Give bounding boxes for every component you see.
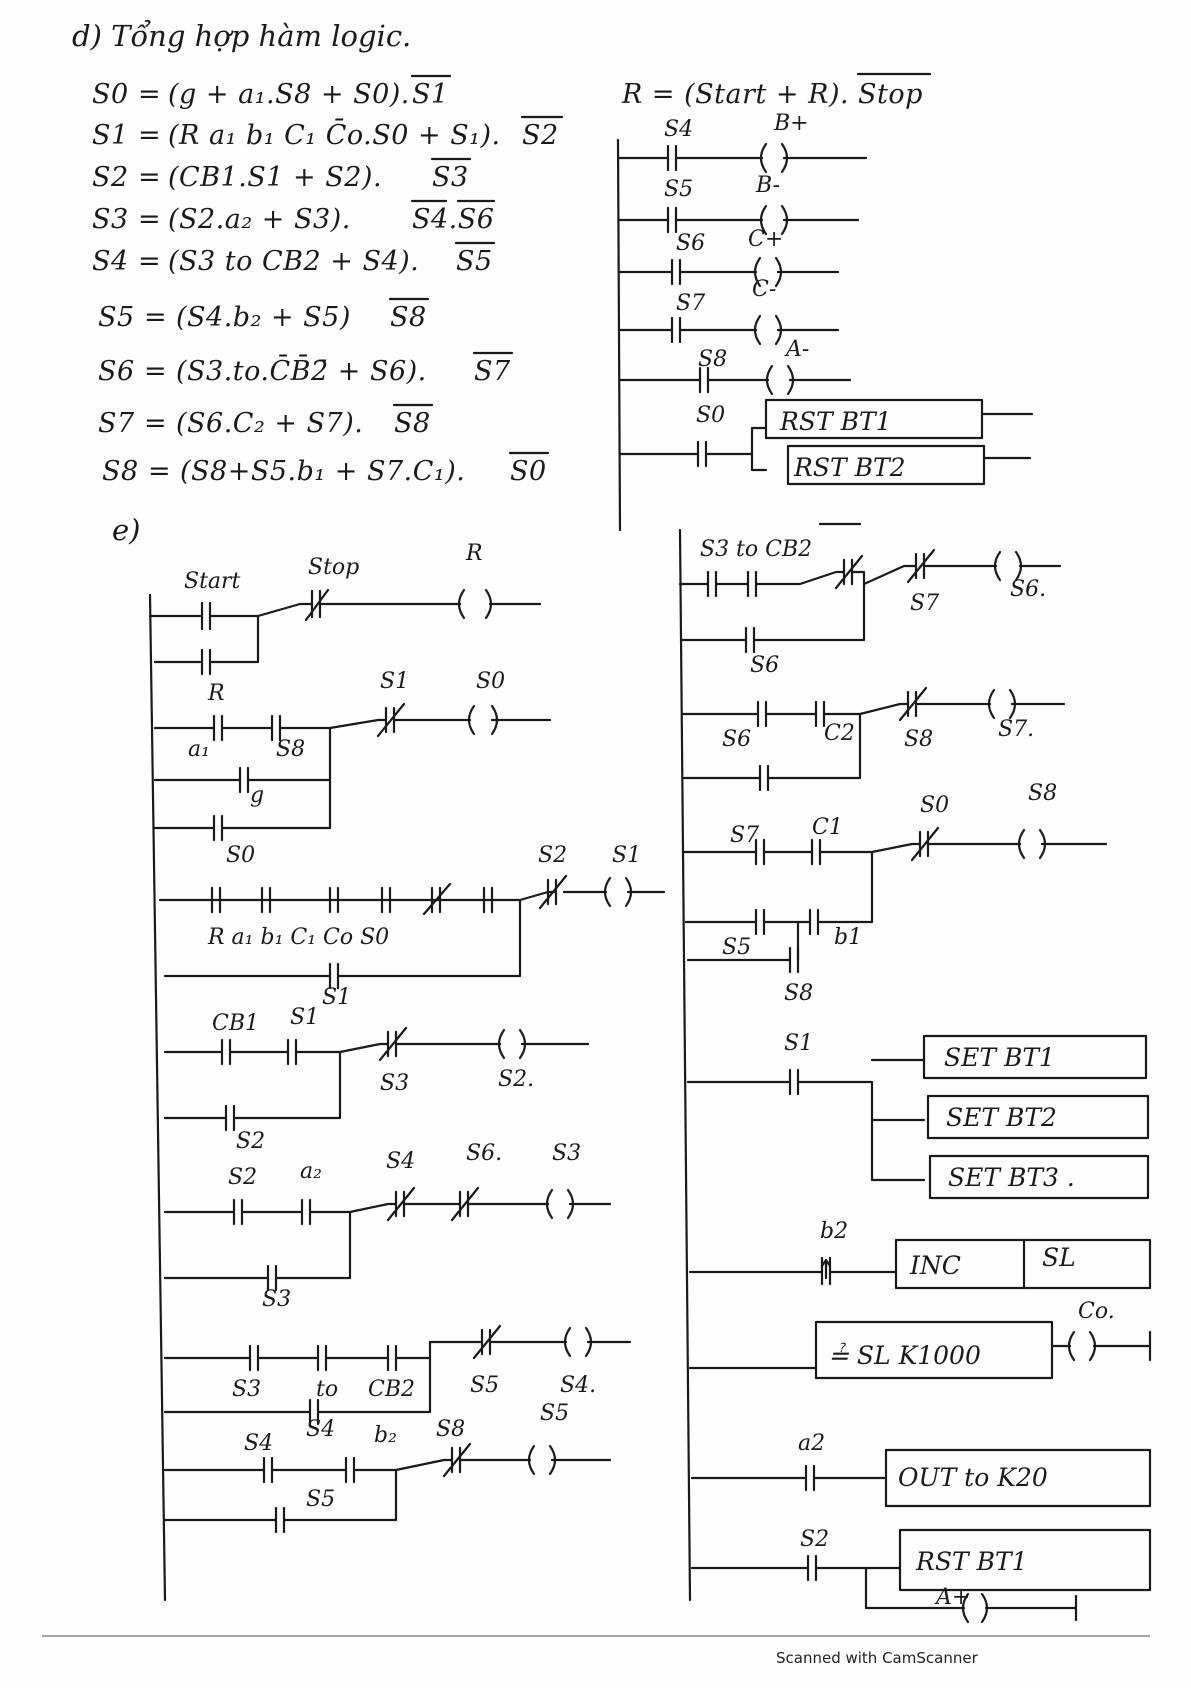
label-s8-r: S8 [698,347,728,372]
s5-hold-contact [276,1508,284,1532]
label-aminus: A- [786,337,810,362]
s2-hold-branch [165,1052,340,1118]
label-s4-r: S4 [664,117,694,142]
rung-s4 [165,1342,630,1358]
label-s1b: S1 [290,1005,320,1030]
right-ladder-diagram [618,111,1150,1622]
equation-s0: S0 [92,79,129,110]
label-s6c: S6 [722,727,752,752]
label-s8-nc: S8 [436,1417,466,1442]
label-s2-coil: S2. [498,1067,535,1092]
equals-sign: = [144,408,168,439]
label-s7-nc: S7 [910,591,940,616]
equation-s1: S1 [92,120,129,151]
equals-sign: = [138,120,162,151]
label-s2-hold: S2 [236,1129,266,1154]
s5-contact-r2 [756,910,764,934]
rung-reset [620,428,766,470]
s1-contact-r [790,1070,798,1094]
label-rst-bt1b: RST BT1 [916,1547,1028,1576]
equals-sign: = [138,204,162,235]
s7-contact-r [672,318,680,342]
label-bplus: B+ [774,111,809,136]
equation-s2-rhs: (CB1.S1 + S2). [168,162,383,193]
label-s6-nc: S6. [466,1141,503,1166]
label-b2-r: b2 [820,1219,849,1244]
label-s3c: S3 [232,1377,262,1402]
label-r-coil: R [466,541,483,566]
label-s8-hold: S8 [784,981,814,1006]
label-set-bt2: SET BT2 [946,1103,1057,1132]
equation-s7-rhs: (S6.C₂ + S7). [176,408,364,439]
equals-sign: = [144,302,168,333]
label-s8-coil: S8 [1028,781,1058,806]
s6-contact-r2 [758,702,766,726]
label-s8: S8 [276,737,306,762]
equation-s5-rhs: (S4.b₂ + S5) [176,302,351,333]
s4d-contact [264,1458,272,1482]
label-s8-nc-r: S8 [904,727,934,752]
label-to: to [316,1377,339,1402]
a2-contact [302,1200,310,1224]
label-b2: b₂ [374,1423,397,1448]
s5-contact-r [668,208,676,232]
equals-sign: = [144,356,168,387]
equation-s8: S8 [102,456,139,487]
equation-s6-bar: S7 [474,356,511,387]
label-s7-r: S7 [676,291,706,316]
label-s5-hold: S5 [306,1487,336,1512]
reset-output-lines [982,414,1032,458]
equation-s8-bar: S0 [510,456,547,487]
s5-hold-branch [165,1470,396,1520]
s2c-contact [234,1200,242,1224]
label-s0-r: S0 [696,403,726,428]
label-stop: Stop [308,555,360,580]
section-e-heading: e) [112,513,141,547]
equation-s0-bar: S1 [412,79,449,110]
label-s7c: S7 [730,823,760,848]
label-b1: b1 [834,925,863,950]
label-s3-coil: S3 [552,1141,582,1166]
rung-s1 [160,892,664,900]
left-ladder-diagram [150,541,664,1600]
equation-s0-rhs: (g + a₁.S8 + S0). [168,79,410,110]
start-parallel-branch [155,616,258,662]
s4-contact-r [668,146,676,170]
equation-s5-bar: S8 [390,302,427,333]
label-cplus: C+ [748,227,784,252]
equation-s7: S7 [98,408,135,439]
label-s0-nc-r: S0 [920,793,950,818]
right-power-rail [618,140,690,1600]
s7-hold-contact [760,766,768,790]
s8-hold-contact [790,948,798,972]
label-a2-r: a2 [798,1431,826,1456]
s3-hold-branch [165,1212,350,1278]
label-s6-coil: S6. [1010,577,1047,602]
left-power-rail [150,595,165,1600]
equation-s4: S4 [92,246,129,277]
label-start: Start [184,569,241,594]
label-out: OUT to K20 [898,1463,1048,1492]
label-s5c: S5 [722,935,752,960]
label-sl: SL [1042,1243,1076,1272]
label-set-bt1: SET BT1 [944,1043,1055,1072]
label-s1-hold: S1 [322,985,352,1010]
label-c1: C1 [812,815,843,840]
label-s0-coil: S0 [476,669,506,694]
r-contact [214,716,222,740]
s0-hold-contact [214,816,222,840]
equals-sign: = [138,246,162,277]
equation-s3: S3 [92,204,129,235]
s2-nc-contact [540,876,566,908]
label-s4-nc: S4 [386,1149,416,1174]
equation-r-bar: Stop [858,79,923,110]
label-s0-hold: S0 [226,843,256,868]
equation-s5: S5 [98,302,135,333]
s2-contact-r [808,1556,816,1580]
label-cb2: CB2 [368,1377,415,1402]
s2-hold-contact [226,1106,234,1130]
label-rst-bt2: RST BT2 [794,453,906,482]
c1-contact [812,840,820,864]
label-inc: INC [910,1251,961,1280]
equals-sign: = [148,456,172,487]
equation-s1-bar: S2 [522,120,559,151]
label-row3: R a₁ b₁ C₁ Co S0 [208,925,390,950]
cb2-contact [388,1346,396,1370]
label-s2c: S2 [228,1165,258,1190]
label-cb1: CB1 [212,1011,259,1036]
label-g: g [250,783,265,808]
equation-s8-rhs: (S8+S5.b₁ + S7.C₁). [180,456,466,487]
label-a1: a₁ [188,737,210,762]
camscanner-watermark: Scanned with CamScanner [776,1649,978,1667]
s0-contact-r [698,442,706,466]
equation-r: R = (Start + R). [622,79,850,110]
label-s2-r: S2 [800,1527,830,1552]
s6-hold-branch [682,584,864,640]
label-s4-coil: S4. [560,1373,597,1398]
equation-s2-bar: S3 [432,162,469,193]
label-s6-r: S6 [676,231,706,256]
equation-s4-bar: S5 [456,246,493,277]
b2-contact [346,1458,354,1482]
label-s4c: S4 [244,1431,274,1456]
b1-contact [810,910,818,934]
s6-coil [995,552,1021,580]
rung-s6 [680,566,1060,584]
label-co: Co. [1078,1299,1115,1324]
label-rst-bt1: RST BT1 [780,407,892,436]
label-set-bt3: SET BT3 . [948,1163,1075,1192]
label-s4d: S4 [306,1417,336,1442]
s1-contact [288,1040,296,1064]
a2-contact-r [806,1466,814,1490]
section-d-heading: d) Tổng hợp hàm logic. [72,19,412,53]
equation-s1-rhs: (R a₁ b₁ C₁ C̄o.S0 + S₁). [168,120,501,151]
g-contact [240,768,248,792]
equation-s6: S6 [98,356,135,387]
label-s6-hold: S6 [750,653,780,678]
label-aplus: A+ [936,1585,971,1610]
r-hold-contact [202,650,210,674]
to-contact-r [748,572,756,596]
label-cminus: C- [752,277,777,302]
equation-s7-bar: S8 [394,408,431,439]
equation-s2: S2 [92,162,129,193]
equals-sign: = [138,79,162,110]
equation-s3-rhs: (S2.a₂ + S3). [168,204,351,235]
to-contact [318,1346,326,1370]
s6-hold-contact [746,628,754,652]
s3-contact-r [708,572,716,596]
label-s3-hold: S3 [262,1287,292,1312]
label-s5-r: S5 [664,177,694,202]
equation-s4-rhs: (S3 to CB2 + S4). [168,246,420,277]
b2-rising-contact [822,1258,830,1284]
cb1-contact [222,1040,230,1064]
equation-s3-bar: S4.S6 [412,204,495,235]
label-s1-r: S1 [784,1031,814,1056]
start-contact [202,603,210,629]
rung-s3 [165,1204,610,1212]
label-s5-coil: S5 [540,1401,570,1426]
rung-s5 [165,1460,610,1470]
rung-set [688,1060,924,1180]
label-c2: C2 [824,721,855,746]
label-s5-nc: S5 [470,1373,500,1398]
label-compare: ≟ SL K1000 [828,1341,981,1370]
rung-start [150,604,540,616]
equals-sign: = [138,162,162,193]
label-s3-nc: S3 [380,1071,410,1096]
s3-contact [250,1346,258,1370]
label-s7-coil: S7. [998,717,1035,742]
s6-contact-r [672,260,680,284]
label-s1-coil: S1 [612,843,642,868]
label-a2: a₂ [300,1159,322,1184]
label-s2-nc: S2 [538,843,568,868]
label-bminus: B- [756,173,781,198]
equation-s6-rhs: (S3.to.C̄B̄2̄ + S6). [176,356,427,387]
rung-s7 [682,704,1064,714]
r-coil [459,590,491,618]
label-s1-nc: S1 [380,669,410,694]
label-s3to-cb2: S3 to CB2 [700,537,813,562]
s8-branch-s5 [686,852,872,922]
c2-contact [816,702,824,726]
label-r-contact: R [208,681,225,706]
